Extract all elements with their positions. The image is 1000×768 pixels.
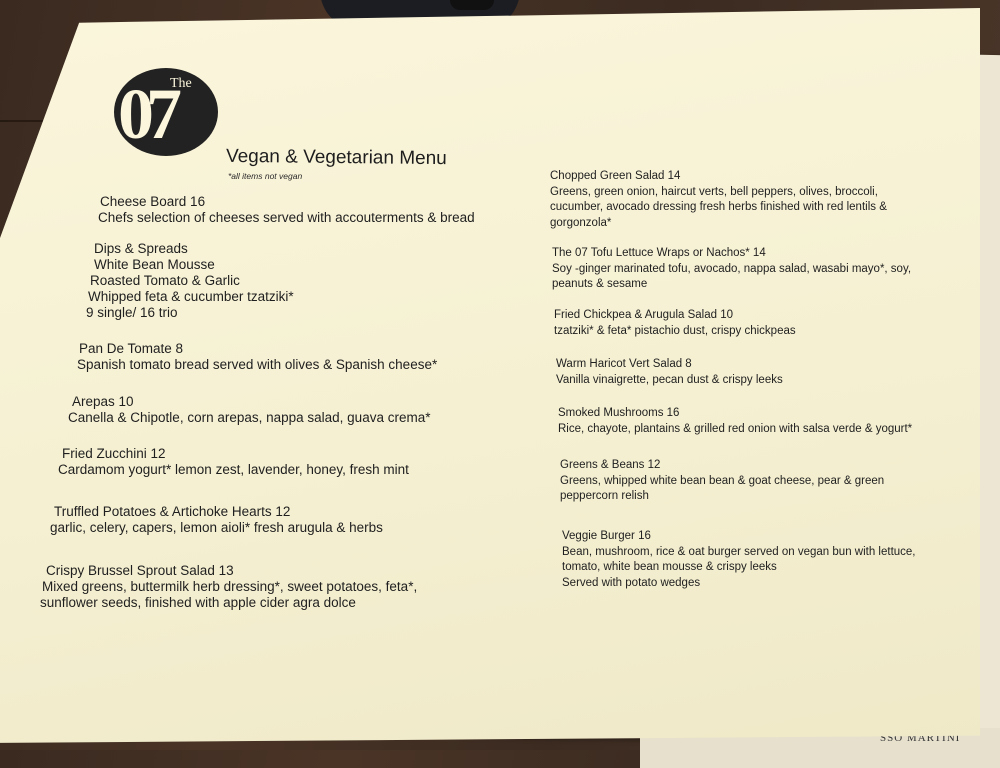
item-name: Chopped Green Salad 14	[550, 170, 681, 182]
item-name: Crispy Brussel Sprout Salad 13	[46, 563, 234, 578]
item-description: Spanish tomato bread served with olives & Spanish cheese*	[77, 357, 438, 372]
item-description: tzatziki* & feta* pistachio dust, crispy chickpeas	[554, 324, 796, 337]
menu-item	[68, 394, 431, 426]
item-name: Pan De Tomate 8	[79, 341, 184, 356]
item-description: Bean, mushroom, rice & oat burger served on vegan bun with lettuce,	[562, 545, 916, 558]
menu-item	[550, 169, 887, 231]
logo-number: 07	[118, 74, 174, 154]
item-name: Arepas 10	[72, 394, 134, 409]
item-name: Fried Chickpea & Arugula Salad 10	[554, 309, 733, 321]
item-description: tomato, white bean mousse & crispy leeks	[562, 561, 777, 573]
underlying-sheet-text: SSO MARTINI	[880, 732, 961, 744]
menu-item	[40, 563, 418, 611]
item-name: Dips & Spreads	[94, 241, 188, 256]
item-name: The 07 Tofu Lettuce Wraps or Nachos* 14	[552, 247, 766, 259]
item-description: Mixed greens, buttermilk herb dressing*, sweet potatoes, feta*,	[42, 579, 418, 594]
item-description: Soy -ginger marinated tofu, avocado, nappa salad, wasabi mayo*, soy,	[552, 262, 912, 275]
restaurant-logo	[114, 68, 218, 156]
menu-item	[50, 504, 383, 536]
logo-disc	[114, 68, 218, 156]
menu-note: *all items not vegan	[228, 171, 303, 181]
menu-item	[558, 406, 912, 437]
lamp-knob	[450, 0, 494, 10]
menu-item	[556, 357, 783, 388]
item-description: White Bean Mousse	[94, 257, 215, 272]
item-description: Chefs selection of cheeses served with accouterments & bread	[98, 210, 475, 225]
item-description: peppercorn relish	[560, 490, 649, 502]
menu-item	[79, 341, 437, 373]
item-description: Rice, chayote, plantains & grilled red onion with salsa verde & yogurt*	[558, 422, 913, 435]
item-description: Vanilla vinaigrette, pecan dust & crispy leeks	[556, 373, 783, 386]
item-name: Cheese Board 16	[100, 194, 206, 209]
menu-item	[58, 446, 409, 478]
item-description: Greens, green onion, haircut verts, bell peppers, olives, broccoli,	[550, 185, 878, 198]
item-description: Canella & Chipotle, corn arepas, nappa salad, guava crema*	[68, 410, 431, 425]
item-name: Smoked Mushrooms 16	[558, 407, 680, 419]
item-description: cucumber, avocado dressing fresh herbs finished with red lentils &	[550, 201, 887, 213]
item-description: sunflower seeds, finished with apple cider agra dolce	[40, 595, 356, 610]
item-name: Veggie Burger 16	[562, 530, 651, 542]
item-description: Roasted Tomato & Garlic	[90, 273, 240, 288]
item-description: Cardamom yogurt* lemon zest, lavender, honey, fresh mint	[58, 462, 409, 477]
item-name: Greens & Beans 12	[560, 459, 661, 471]
menu-title: Vegan & Vegetarian Menu	[225, 145, 447, 170]
menu-item	[554, 308, 796, 339]
item-name: Truffled Potatoes & Artichoke Hearts 12	[54, 504, 291, 519]
item-description: Greens, whipped white bean bean & goat cheese, pear & green	[560, 474, 885, 487]
menu-item	[100, 194, 475, 226]
menu-item	[562, 529, 916, 591]
menu-item	[552, 246, 911, 293]
item-name: Warm Haricot Vert Salad 8	[556, 358, 692, 370]
item-description: 9 single/ 16 trio	[86, 305, 178, 320]
item-description: garlic, celery, capers, lemon aioli* fresh arugula & herbs	[50, 520, 383, 535]
item-description: Whipped feta & cucumber tzatziki*	[88, 289, 294, 304]
item-description: gorgonzola*	[550, 216, 612, 229]
item-description: peanuts & sesame	[552, 278, 648, 290]
item-name: Fried Zucchini 12	[62, 446, 166, 461]
item-description: Served with potato wedges	[562, 576, 701, 589]
logo-word: The	[170, 76, 192, 91]
menu-item	[86, 241, 294, 321]
menu-item	[560, 458, 884, 505]
